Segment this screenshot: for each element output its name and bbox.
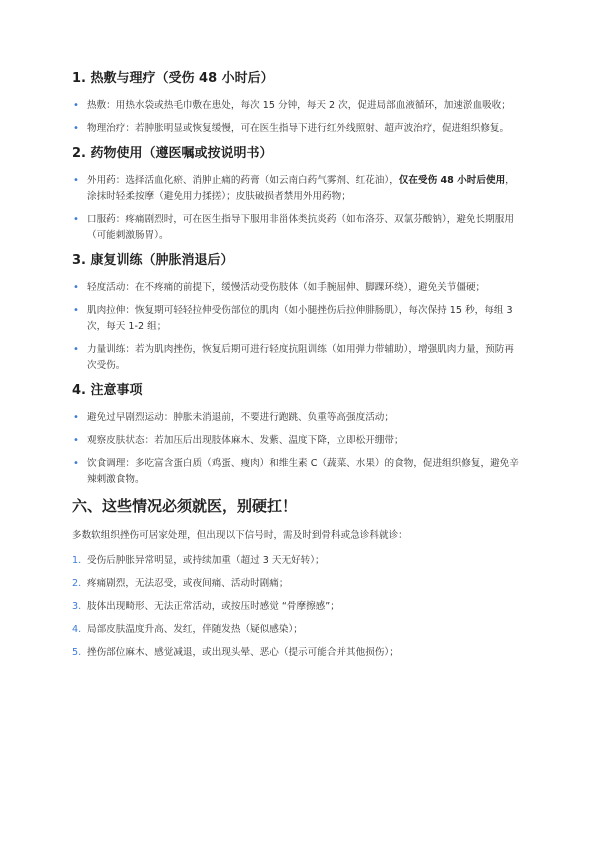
bullet-icon: •: [73, 435, 79, 446]
section-medication: [72, 145, 519, 244]
list-item: 5. 挫伤部位麻木、感觉减退，或出现头晕、恶心（提示可能合并其他损伤）；: [72, 645, 519, 661]
list-item: 4. 局部皮肤温度升高、发红，伴随发热（疑似感染）；: [72, 622, 519, 638]
list-item: 1. 受伤后肿胀异常明显，或持续加重（超过 3 天无好转）；: [72, 553, 519, 569]
list-number: 4.: [72, 624, 82, 635]
bullet-icon: •: [73, 123, 79, 134]
list-item: • 肌肉拉伸：恢复期可轻轻拉伸受伤部位的肌肉（如小腿挫伤后拉伸腓肠肌），每次保持 15 秒，每组 3 次，每天 1-2 组；: [73, 305, 513, 332]
list-item: • 轻度活动：在不疼痛的前提下，缓慢活动受伤肢体（如手腕屈伸、脚踝环绕），避免关节僵硬；: [72, 280, 519, 296]
list-item: 2. 疼痛剧烈，无法忍受，或夜间痛、活动时剧痛；: [72, 576, 519, 592]
section-heading: 4. 注意事项: [72, 383, 143, 398]
bullet-list: [72, 280, 519, 374]
list-item: 3. 肢体出现畸形、无法正常活动，或按压时感觉 “骨摩擦感”；: [72, 599, 519, 615]
section-heading: 3. 康复训练（肿胀消退后）: [72, 253, 234, 268]
list-item: • 饮食调理：多吃富含蛋白质（鸡蛋、瘦肉）和维生素 C（蔬菜、水果）的食物，促进组织修复，避免辛辣刺激食物。: [73, 458, 519, 485]
list-number: 5.: [72, 647, 82, 658]
list-item: • 物理治疗：若肿胀明显或恢复缓慢，可在医生指导下进行红外线照射、超声波治疗，促进组织修复。: [72, 121, 519, 137]
list-item: • 避免过早剧烈运动：肿胀未消退前，不要进行跑跳、负重等高强度活动；: [72, 410, 519, 426]
bullet-list: [72, 173, 519, 244]
section-heading: 2. 药物使用（遵医嘱或按说明书）: [72, 146, 273, 161]
intro-paragraph: 多数软组织挫伤可居家处理，但出现以下信号时，需及时到骨科或急诊科就诊：: [72, 530, 408, 541]
section-heat-therapy: [72, 70, 519, 137]
list-item: • 力量训练：若为肌肉挫伤，恢复后期可进行轻度抗阻训练（如用弹力带辅助），增强肌肉力量，预防再次受伤。: [73, 344, 514, 371]
bullet-icon: •: [73, 175, 79, 186]
emphasis-text: 仅在受伤 48 小时后使用: [398, 175, 506, 186]
bullet-list: [72, 98, 519, 137]
bullet-icon: •: [73, 282, 79, 293]
bullet-icon: •: [73, 305, 79, 316]
chapter-heading: 六、这些情况必须就医，别硬扛！: [72, 497, 298, 515]
section-when-to-see-doctor: [72, 496, 519, 661]
list-item: • 观察皮肤状态：若加压后出现肢体麻木、发紫、温度下降，立即松开绷带；: [72, 433, 519, 449]
list-number: 3.: [72, 601, 82, 612]
list-item: • 口服药：疼痛剧烈时，可在医生指导下服用非甾体类抗炎药（如布洛芬、双氯芬酸钠），避免长期服用（可能刺激肠胃）。: [73, 214, 514, 241]
list-item: • 热敷：用热水袋或热毛巾敷在患处，每次 15 分钟，每天 2 次，促进局部血液循环，加速淤血吸收；: [72, 98, 519, 114]
section-rehab-training: [72, 252, 519, 374]
bullet-icon: •: [73, 412, 79, 423]
bullet-list: [72, 410, 519, 488]
list-number: 2.: [72, 578, 82, 589]
numbered-list: [72, 553, 519, 661]
list-item: • 外用药：选择活血化瘀、消肿止痛的药膏（如云南白药气雾剂、红花油），仅在受伤 48 小时后使用，涂抹时轻柔按摩（避免用力揉搓）；皮肤破损者禁用外用药物；: [73, 175, 515, 202]
bullet-icon: •: [73, 458, 79, 469]
list-number: 1.: [72, 555, 82, 566]
section-heading: 1. 热敷与理疗（受伤 48 小时后）: [72, 71, 274, 86]
bullet-icon: •: [73, 100, 79, 111]
section-precautions: [72, 382, 519, 488]
bullet-icon: •: [73, 214, 79, 225]
bullet-icon: •: [73, 344, 79, 355]
